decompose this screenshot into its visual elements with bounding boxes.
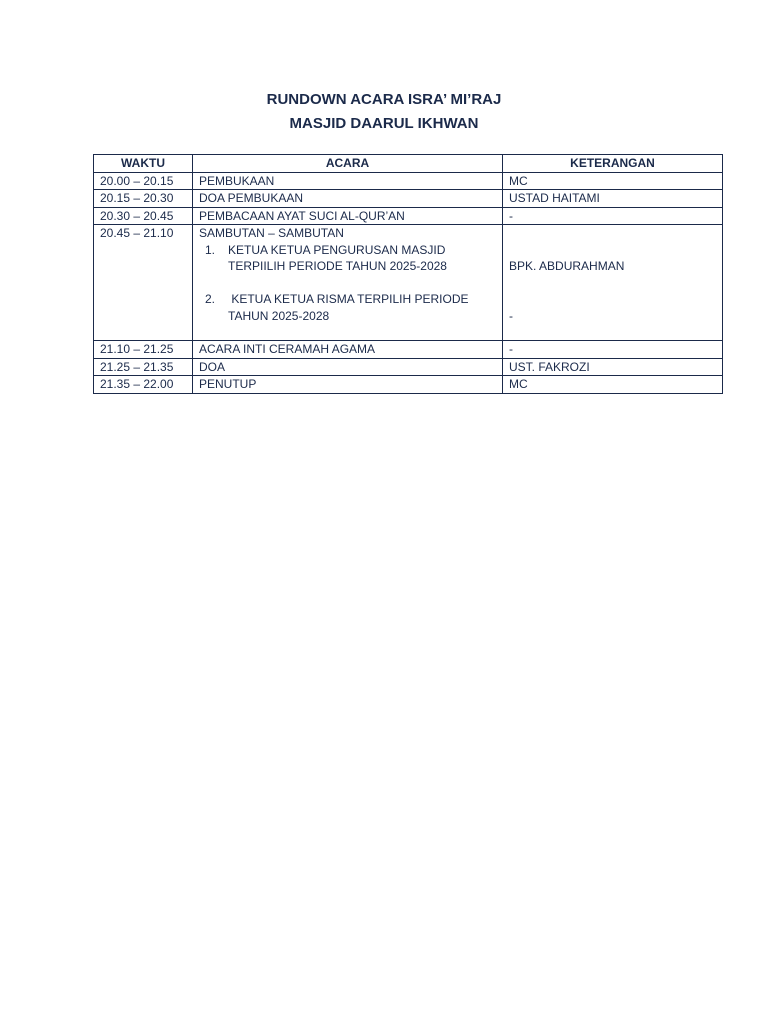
keterangan-item: BPK. ABDURAHMAN xyxy=(509,259,625,273)
cell-acara: PENUTUP xyxy=(193,376,503,394)
cell-waktu: 21.25 – 21.35 xyxy=(94,358,193,376)
cell-waktu: 21.35 – 22.00 xyxy=(94,376,193,394)
list-item xyxy=(205,291,496,324)
spacer xyxy=(509,275,716,292)
table-row xyxy=(94,225,723,341)
document-title: RUNDOWN ACARA ISRA’ MI’RAJ xyxy=(266,91,502,108)
rundown-table xyxy=(93,154,723,394)
header-keterangan: KETERANGAN xyxy=(503,155,723,173)
table-row xyxy=(94,172,723,190)
cell-keterangan: - xyxy=(503,207,723,225)
cell-acara: ACARA INTI CERAMAH AGAMA xyxy=(193,341,503,359)
spacer xyxy=(509,291,716,308)
header-waktu: WAKTU xyxy=(94,155,193,173)
list-item-line: TAHUN 2025-2028 xyxy=(228,308,330,323)
cell-waktu: 20.45 – 21.10 xyxy=(94,225,193,341)
document-subtitle: MASJID DAARUL IKHWAN xyxy=(289,115,479,132)
list-item-line: KETUA KETUA RISMA TERPILIH PERIODE xyxy=(228,292,469,306)
cell-keterangan: MC xyxy=(503,172,723,190)
cell-waktu: 20.30 – 20.45 xyxy=(94,207,193,225)
keterangan-item: - xyxy=(509,308,513,323)
list-item-line: TERPIILIH PERIODE TAHUN 2025-2028 xyxy=(228,259,447,273)
list-item-number: 2. xyxy=(205,292,216,306)
cell-acara xyxy=(193,225,503,341)
cell-acara: DOA PEMBUKAAN xyxy=(193,190,503,208)
spacer xyxy=(509,242,716,259)
cell-keterangan: USTAD HAITAMI xyxy=(503,190,723,208)
cell-waktu: 21.10 – 21.25 xyxy=(94,341,193,359)
cell-acara: PEMBACAAN AYAT SUCI AL-QUR’AN xyxy=(193,207,503,225)
list-item xyxy=(205,242,496,275)
list-item-line: KETUA KETUA PENGURUSAN MASJID xyxy=(228,242,446,257)
header-acara: ACARA xyxy=(193,155,503,173)
cell-acara-heading: SAMBUTAN – SAMBUTAN xyxy=(199,226,344,240)
list-spacer xyxy=(228,275,496,292)
sambutan-list xyxy=(199,242,496,325)
cell-keterangan: - xyxy=(503,341,723,359)
table-row xyxy=(94,207,723,225)
table-row xyxy=(94,190,723,208)
cell-keterangan: MC xyxy=(503,376,723,394)
cell-waktu: 20.00 – 20.15 xyxy=(94,172,193,190)
table-row xyxy=(94,358,723,376)
cell-waktu: 20.15 – 20.30 xyxy=(94,190,193,208)
table-row xyxy=(94,376,723,394)
table-header-row xyxy=(94,155,723,173)
cell-acara: DOA xyxy=(193,358,503,376)
cell-keterangan xyxy=(503,225,723,341)
table-row xyxy=(94,341,723,359)
list-item-number: 1. xyxy=(205,242,216,257)
spacer xyxy=(509,225,716,242)
cell-keterangan: UST. FAKROZI xyxy=(503,358,723,376)
document-header xyxy=(0,88,768,136)
cell-acara: PEMBUKAAN xyxy=(193,172,503,190)
